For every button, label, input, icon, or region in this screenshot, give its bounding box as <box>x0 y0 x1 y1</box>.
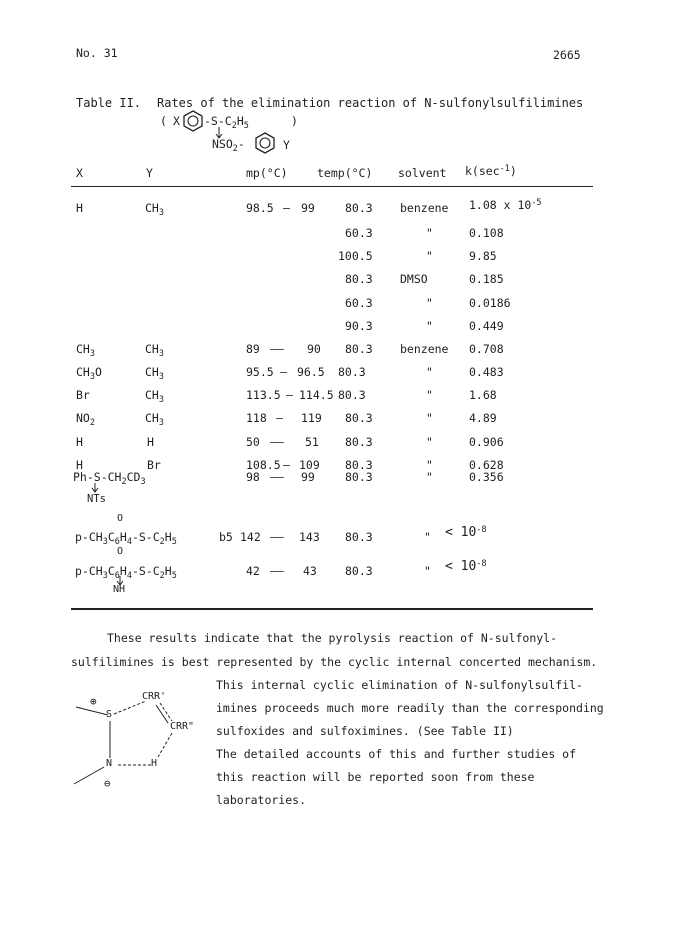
down-arrow-icon <box>91 483 99 493</box>
cell-x: $CH_3O$ <box>76 365 102 382</box>
cell-mp-low: 108.5 <box>246 458 281 472</box>
cell-mp-dash: —— <box>270 342 284 356</box>
benzene-ring-icon <box>182 110 204 132</box>
cell-mp-dash: — <box>276 411 283 425</box>
cell-mp-high: 51 <box>305 435 319 449</box>
cell-mp-dash: — <box>283 458 290 472</box>
cell-mp-prefix: b5 <box>219 530 233 544</box>
column-header-temp: temp(°C) <box>317 166 373 180</box>
sulfur-atom: S <box>106 709 113 720</box>
cell-k: 0.483 <box>469 365 504 379</box>
cell-solvent: " <box>426 226 433 240</box>
column-header-y: Y <box>146 166 153 180</box>
table-caption-text: Rates of the elimination reaction of N-sulfonylsulfilimines <box>157 96 584 110</box>
cell-x-sub: NTs <box>87 493 106 505</box>
structure-sulfur: $-S-C_2H_5$ <box>204 114 249 131</box>
body-line: laboratories. <box>216 793 307 807</box>
cell-x: H <box>76 201 83 215</box>
body-line: imines proceeds much more readily than the corresponding <box>216 701 604 715</box>
cell-y: $CH_3$ <box>145 342 164 359</box>
journal-issue: No. 31 <box>76 46 118 60</box>
cell-mp-high: 96.5 <box>297 365 325 379</box>
cell-mp-low: 95.5 <box>246 365 274 379</box>
table-row <box>0 513 680 549</box>
cell-mp-high: 43 <box>303 564 317 578</box>
cell-solvent: " <box>426 388 433 402</box>
cell-mp-high: 114.5 <box>299 388 334 402</box>
table-row <box>0 388 680 408</box>
cell-y: $CH_3$ <box>145 388 164 405</box>
cell-solvent: " <box>426 365 433 379</box>
cell-mp-dash: —— <box>270 470 284 484</box>
cell-x: $p-CH_3C_6H_4-S-C_2H_5$ <box>75 564 177 581</box>
cell-temp: 100.5 <box>338 249 373 263</box>
body-line: sulfilimines is best represented by the cyclic internal concerted mechanism. <box>71 655 598 669</box>
cell-x-sub: NH <box>113 584 126 595</box>
crr-top-label: CRR' <box>142 691 167 702</box>
cell-solvent: " <box>426 411 433 425</box>
cell-x-top: O <box>117 546 124 557</box>
structure-x: X <box>173 114 180 128</box>
body-line: This internal cyclic elimination of N-sulfonylsulfil- <box>216 678 583 692</box>
cell-y: Br <box>147 458 161 472</box>
cell-mp-dash: — <box>286 388 293 402</box>
cell-solvent: " <box>426 470 433 484</box>
cell-mp-low: 118 <box>246 411 267 425</box>
table-row <box>0 198 680 221</box>
cell-mp-high: 119 <box>301 411 322 425</box>
cell-temp: 80.3 <box>338 388 366 402</box>
cell-x: H <box>76 435 83 449</box>
cell-temp: 80.3 <box>345 342 373 356</box>
cell-k: < $10^{-8}$ <box>445 559 487 574</box>
cell-x: $CH_3$ <box>76 342 95 359</box>
cell-k: 9.85 <box>469 249 497 263</box>
cell-k: 0.708 <box>469 342 504 356</box>
cell-temp: 80.3 <box>345 201 373 215</box>
table-row <box>0 470 680 506</box>
table-row <box>0 296 680 316</box>
cell-k: 1.68 <box>469 388 497 402</box>
cell-mp-low: 50 <box>246 435 260 449</box>
cell-x: H <box>76 458 83 472</box>
mechanism-diagram <box>66 685 216 800</box>
cell-k: 0.356 <box>469 470 504 484</box>
cell-mp-high: 99 <box>301 201 315 215</box>
cell-x: $p-CH_3C_6H_4-S-C_2H_5$ <box>75 530 177 547</box>
cell-k: 4.89 <box>469 411 497 425</box>
cell-k: 0.628 <box>469 458 504 472</box>
table-row <box>0 365 680 385</box>
cell-k: 1.08 x $10^{-5}$ <box>469 198 542 212</box>
cell-temp: 80.3 <box>338 365 366 379</box>
table-row <box>0 226 680 246</box>
cell-y: $CH_3$ <box>145 411 164 428</box>
structure-nso2: $NSO_2-$ <box>212 137 245 154</box>
cell-solvent: DMSO <box>400 272 428 286</box>
cell-solvent: " <box>426 458 433 472</box>
cell-solvent: benzene <box>400 342 449 356</box>
cell-temp: 80.3 <box>345 458 373 472</box>
cell-solvent: " <box>426 319 433 333</box>
table-row <box>0 272 680 292</box>
cell-x-top: O <box>117 513 124 524</box>
page-number: 2665 <box>553 48 581 62</box>
table-caption-label: Table II. <box>76 96 142 110</box>
cell-x: $NO_2$ <box>76 411 95 428</box>
cell-solvent: benzene <box>400 201 449 215</box>
cell-k: 0.0186 <box>469 296 511 310</box>
cell-y: $CH_3$ <box>145 201 164 218</box>
positive-charge-icon: ⊕ <box>90 695 97 708</box>
cell-temp: 80.3 <box>345 272 373 286</box>
cell-temp: 60.3 <box>345 226 373 240</box>
cell-temp: 80.3 <box>345 435 373 449</box>
column-header-x: X <box>76 166 83 180</box>
cell-y: $CH_3$ <box>145 365 164 382</box>
cell-x: Br <box>76 388 90 402</box>
cell-temp: 80.3 <box>345 530 373 544</box>
cell-mp-low: 89 <box>246 342 260 356</box>
table-row <box>0 342 680 362</box>
cell-mp-high: 109 <box>299 458 320 472</box>
column-header-k: $k(\sec^{-1})$ <box>465 164 517 178</box>
body-line: The detailed accounts of this and further studies of <box>216 747 577 761</box>
structure-paren-open: ( <box>160 114 167 128</box>
cell-solvent: " <box>426 249 433 263</box>
cell-mp-dash: —— <box>270 435 284 449</box>
nitrogen-atom: N <box>106 758 113 769</box>
cell-solvent: " <box>424 530 431 544</box>
cell-temp: 80.3 <box>345 564 373 578</box>
table-bottom-rule <box>71 608 593 610</box>
cell-mp-low: 98.5 <box>246 201 274 215</box>
body-line: this reaction will be reported soon from these <box>216 770 535 784</box>
cell-solvent: " <box>426 296 433 310</box>
cell-k: 0.906 <box>469 435 504 449</box>
cell-k: 0.185 <box>469 272 504 286</box>
cell-mp-low: 42 <box>246 564 260 578</box>
cell-temp: 80.3 <box>345 411 373 425</box>
structure-y: Y <box>283 138 290 152</box>
cell-mp-high: 143 <box>299 530 320 544</box>
table-row <box>0 435 680 455</box>
body-line: These results indicate that the pyrolysis reaction of N-sulfonyl- <box>107 631 558 645</box>
cell-mp-low: 113.5 <box>246 388 281 402</box>
cell-temp: 60.3 <box>345 296 373 310</box>
structure-paren-close: ) <box>291 114 298 128</box>
cell-k: < $10^{-8}$ <box>445 525 487 540</box>
mechanism-bonds <box>66 685 216 800</box>
table-header-rule <box>71 186 593 187</box>
cell-mp-dash: —— <box>270 564 284 578</box>
table-row <box>0 546 680 595</box>
hydrogen-atom: H <box>151 758 158 769</box>
structure-formula <box>160 110 310 160</box>
cell-mp-low: 98 <box>246 470 260 484</box>
body-line: sulfoxides and sulfoximines. (See Table II) <box>216 724 514 738</box>
cell-solvent: " <box>424 564 431 578</box>
cell-y: H <box>147 435 154 449</box>
cell-mp-high: 99 <box>301 470 315 484</box>
cell-k: 0.108 <box>469 226 504 240</box>
table-row <box>0 249 680 269</box>
cell-temp: 80.3 <box>345 470 373 484</box>
table-row <box>0 411 680 431</box>
cell-x: $Ph-S-CH_2CD_3$ <box>73 470 146 487</box>
negative-charge-icon: ⊖ <box>104 777 111 790</box>
cell-mp-dash: —— <box>270 530 284 544</box>
cell-temp: 90.3 <box>345 319 373 333</box>
cell-mp-low: 142 <box>240 530 261 544</box>
cell-mp-high: 90 <box>307 342 321 356</box>
table-row <box>0 319 680 339</box>
column-header-mp: mp(°C) <box>246 166 288 180</box>
benzene-ring-icon <box>254 132 276 154</box>
cell-mp-dash: — <box>283 201 290 215</box>
cell-mp-dash: — <box>280 365 287 379</box>
cell-k: 0.449 <box>469 319 504 333</box>
column-header-solvent: solvent <box>398 166 447 180</box>
crr-right-label: CRR" <box>170 721 195 732</box>
cell-solvent: " <box>426 435 433 449</box>
